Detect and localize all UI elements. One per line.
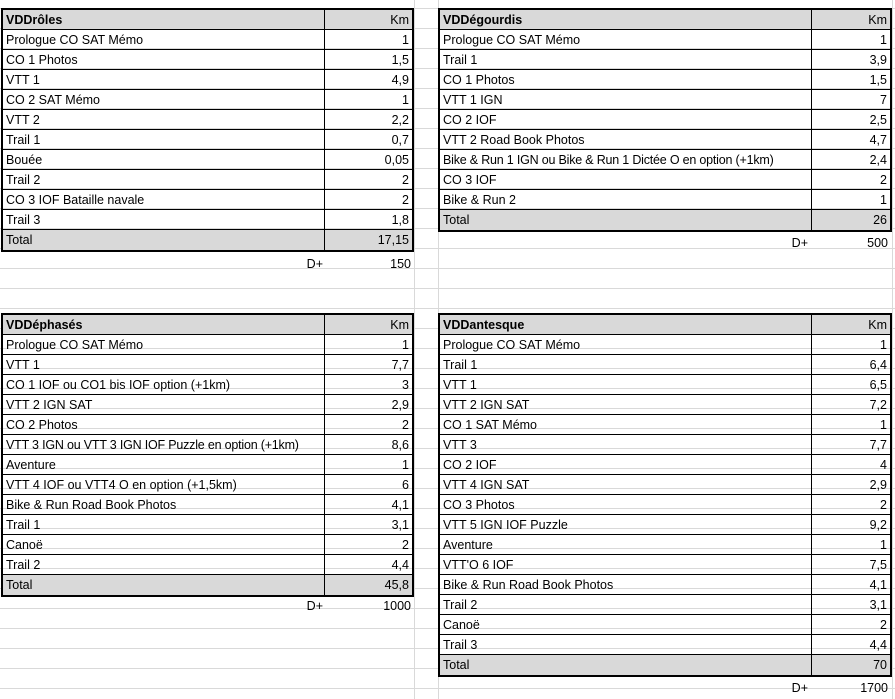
stage-km[interactable]: 0,05 [384, 153, 409, 167]
table-row [440, 395, 890, 415]
total-km[interactable]: 45,8 [384, 578, 409, 592]
table-row [440, 110, 890, 130]
stage-km[interactable]: 4,4 [869, 638, 887, 652]
stage-km[interactable]: 7 [880, 93, 887, 107]
stage-km[interactable]: 2 [402, 193, 409, 207]
table-row [440, 435, 890, 455]
stage-label[interactable]: CO 2 Photos [3, 415, 325, 435]
table-row [3, 355, 412, 375]
table-title[interactable]: VDDrôles [3, 10, 325, 30]
stage-label[interactable]: VTT 3 [440, 435, 812, 455]
stage-label[interactable]: Bike & Run 1 IGN ou Bike & Run 1 Dictée O en option (+1km) [440, 150, 812, 170]
stage-label[interactable]: Trail 2 [440, 595, 812, 615]
table-row [440, 495, 890, 515]
stage-label[interactable]: CO 3 IOF Bataille navale [3, 190, 325, 210]
stage-km[interactable]: 4,9 [391, 73, 409, 87]
table-row [440, 635, 890, 655]
stage-km[interactable]: 6,4 [869, 358, 887, 372]
table-row [3, 50, 412, 70]
dplus-row [1, 596, 414, 616]
table-row [3, 90, 412, 110]
stage-km[interactable]: 1 [880, 338, 887, 352]
table-row [3, 555, 412, 575]
stage-label[interactable]: Bouée [3, 150, 325, 170]
dplus-label[interactable]: D+ [306, 599, 323, 613]
stage-km[interactable]: 2 [880, 618, 887, 632]
stage-label[interactable]: CO 1 SAT Mémo [440, 415, 812, 435]
dplus-label[interactable]: D+ [306, 257, 323, 271]
stage-label[interactable]: Trail 1 [440, 50, 812, 70]
dplus-label[interactable]: D+ [791, 236, 808, 250]
stage-km[interactable]: 3,9 [869, 53, 887, 67]
stage-label[interactable]: Canoë [3, 535, 325, 555]
table-row [3, 495, 412, 515]
stage-label[interactable]: Trail 1 [440, 355, 812, 375]
stage-label[interactable]: Bike & Run Road Book Photos [440, 575, 812, 595]
gridline [0, 308, 895, 309]
stage-km[interactable]: 3,1 [869, 598, 887, 612]
stage-km[interactable]: 4,1 [391, 498, 409, 512]
table-row [440, 130, 890, 150]
stage-label[interactable]: Trail 1 [3, 515, 325, 535]
stage-label[interactable]: Canoë [440, 615, 812, 635]
total-km[interactable]: 26 [873, 213, 887, 227]
table-title[interactable]: VDDéphasés [3, 315, 325, 335]
km-header[interactable]: Km [868, 318, 887, 332]
total-km[interactable]: 17,15 [377, 233, 409, 247]
stage-km[interactable]: 1 [880, 193, 887, 207]
table-row [440, 70, 890, 90]
table-row [3, 190, 412, 210]
table-row [440, 50, 890, 70]
stage-km[interactable]: 2,5 [869, 113, 887, 127]
stage-label[interactable]: Trail 2 [3, 555, 325, 575]
table-row [3, 130, 412, 150]
stage-label[interactable]: Prologue CO SAT Mémo [440, 30, 812, 50]
dplus-value[interactable]: 500 [867, 236, 888, 250]
table-row [440, 575, 890, 595]
stage-km[interactable]: 1 [402, 338, 409, 352]
stage-km[interactable]: 9,2 [869, 518, 887, 532]
table-vddantesque [438, 313, 892, 695]
gridline [0, 288, 895, 289]
total-row [3, 575, 412, 595]
stage-km[interactable]: 7,7 [391, 358, 409, 372]
stage-label[interactable]: CO 2 IOF [440, 455, 812, 475]
stage-label[interactable]: Bike & Run Road Book Photos [3, 495, 325, 515]
stage-label[interactable]: VTT 1 [440, 375, 812, 395]
stage-km[interactable]: 1,5 [391, 53, 409, 67]
table-row [3, 475, 412, 495]
stage-label[interactable]: CO 2 SAT Mémo [3, 90, 325, 110]
table-row [440, 555, 890, 575]
stage-km[interactable]: 1 [402, 33, 409, 47]
table-header-row [440, 315, 890, 335]
dplus-label[interactable]: D+ [791, 681, 808, 695]
km-header[interactable]: Km [390, 13, 409, 27]
stage-label[interactable]: Aventure [3, 455, 325, 475]
total-label[interactable]: Total [3, 575, 325, 595]
table-row [3, 210, 412, 230]
km-header[interactable]: Km [390, 318, 409, 332]
stage-label[interactable]: Trail 2 [3, 170, 325, 190]
stage-label[interactable]: VTT 2 [3, 110, 325, 130]
stage-km[interactable]: 8,6 [391, 438, 409, 452]
table-row [440, 335, 890, 355]
stage-label[interactable]: Prologue CO SAT Mémo [440, 335, 812, 355]
table-row [440, 615, 890, 635]
stage-km[interactable]: 4 [880, 458, 887, 472]
stage-label[interactable]: Trail 3 [440, 635, 812, 655]
stage-label[interactable]: VTT 4 IOF ou VTT4 O en option (+1,5km) [3, 475, 325, 495]
stage-label[interactable]: Trail 3 [3, 210, 325, 230]
table-row [3, 375, 412, 395]
table-row [440, 415, 890, 435]
stage-label[interactable]: VTT 3 IGN ou VTT 3 IGN IOF Puzzle en option (+1km) [3, 435, 325, 455]
km-header[interactable]: Km [868, 13, 887, 27]
table-row [3, 335, 412, 355]
stage-label[interactable]: CO 1 IOF ou CO1 bis IOF option (+1km) [3, 375, 325, 395]
table-row [440, 515, 890, 535]
table-row [440, 375, 890, 395]
table-header-row [440, 10, 890, 30]
table-row [440, 150, 890, 170]
stage-label[interactable]: Prologue CO SAT Mémo [3, 335, 325, 355]
dplus-row [438, 233, 892, 253]
stage-label[interactable]: CO 2 IOF [440, 110, 812, 130]
total-row [3, 230, 412, 250]
stage-km[interactable]: 2,4 [869, 153, 887, 167]
stage-km[interactable]: 2,9 [869, 478, 887, 492]
table-vddephases [1, 313, 414, 613]
table-row [440, 190, 890, 210]
table-row [3, 70, 412, 90]
stage-km[interactable]: 1,5 [869, 73, 887, 87]
stage-km[interactable]: 1 [880, 418, 887, 432]
stage-km[interactable]: 4,7 [869, 133, 887, 147]
stage-km[interactable]: 3 [402, 378, 409, 392]
stage-label[interactable]: CO 3 Photos [440, 495, 812, 515]
table-row [440, 455, 890, 475]
dplus-row [1, 254, 414, 274]
stage-label[interactable]: CO 1 Photos [440, 70, 812, 90]
stage-km[interactable]: 7,5 [869, 558, 887, 572]
table-row [3, 435, 412, 455]
stage-km[interactable]: 1 [880, 538, 887, 552]
stage-km[interactable]: 2 [402, 418, 409, 432]
dplus-row [438, 678, 892, 698]
dplus-value[interactable]: 150 [390, 257, 411, 271]
table-row [3, 170, 412, 190]
stage-km[interactable]: 2 [880, 498, 887, 512]
total-label[interactable]: Total [440, 210, 812, 230]
stage-label[interactable]: VTT'O 6 IOF [440, 555, 812, 575]
stage-label[interactable]: Prologue CO SAT Mémo [3, 30, 325, 50]
stage-km[interactable]: 1 [880, 33, 887, 47]
table-row [3, 150, 412, 170]
table-row [3, 515, 412, 535]
stage-label[interactable]: VTT 2 IGN SAT [3, 395, 325, 415]
table-row [440, 475, 890, 495]
table-row [440, 535, 890, 555]
table-row [3, 395, 412, 415]
table-title[interactable]: VDDégourdis [440, 10, 812, 30]
total-row [440, 210, 890, 230]
total-label[interactable]: Total [3, 230, 325, 250]
stage-km[interactable]: 2 [402, 538, 409, 552]
stage-label[interactable]: VTT 2 Road Book Photos [440, 130, 812, 150]
stage-label[interactable]: VTT 5 IGN IOF Puzzle [440, 515, 812, 535]
stage-km[interactable]: 2 [880, 173, 887, 187]
table-title[interactable]: VDDantesque [440, 315, 812, 335]
stage-label[interactable]: VTT 1 [3, 355, 325, 375]
table-row [440, 355, 890, 375]
stage-label[interactable]: Aventure [440, 535, 812, 555]
total-row [440, 655, 890, 675]
stage-km[interactable]: 2,9 [391, 398, 409, 412]
stage-km[interactable]: 4,1 [869, 578, 887, 592]
total-label[interactable]: Total [440, 655, 812, 675]
table-vddegourdis [438, 8, 892, 250]
table-vddroles [1, 8, 414, 271]
gridline [892, 0, 893, 699]
stage-km[interactable]: 2,2 [391, 113, 409, 127]
stage-km[interactable]: 6,5 [869, 378, 887, 392]
table-row [3, 110, 412, 130]
stage-label[interactable]: VTT 2 IGN SAT [440, 395, 812, 415]
stage-km[interactable]: 1,8 [391, 213, 409, 227]
table-row [3, 30, 412, 50]
stage-label[interactable]: Bike & Run 2 [440, 190, 812, 210]
stage-km[interactable]: 7,2 [869, 398, 887, 412]
stage-km[interactable]: 7,7 [869, 438, 887, 452]
stage-km[interactable]: 6 [402, 478, 409, 492]
table-header-row [3, 315, 412, 335]
table-header-row [3, 10, 412, 30]
table-row [3, 455, 412, 475]
table-row [440, 30, 890, 50]
stage-label[interactable]: CO 3 IOF [440, 170, 812, 190]
gridline [414, 0, 415, 699]
stage-km[interactable]: 1 [402, 93, 409, 107]
stage-km[interactable]: 2 [402, 173, 409, 187]
table-row [440, 90, 890, 110]
dplus-value[interactable]: 1000 [383, 599, 411, 613]
stage-km[interactable]: 0,7 [391, 133, 409, 147]
stage-label[interactable]: Trail 1 [3, 130, 325, 150]
total-km[interactable]: 70 [873, 658, 887, 672]
table-row [440, 170, 890, 190]
table-row [3, 535, 412, 555]
stage-label[interactable]: CO 1 Photos [3, 50, 325, 70]
table-row [3, 415, 412, 435]
stage-km[interactable]: 1 [402, 458, 409, 472]
stage-label[interactable]: VTT 4 IGN SAT [440, 475, 812, 495]
stage-km[interactable]: 4,4 [391, 558, 409, 572]
stage-label[interactable]: VTT 1 IGN [440, 90, 812, 110]
dplus-value[interactable]: 1700 [860, 681, 888, 695]
stage-label[interactable]: VTT 1 [3, 70, 325, 90]
table-row [440, 595, 890, 615]
stage-km[interactable]: 3,1 [391, 518, 409, 532]
